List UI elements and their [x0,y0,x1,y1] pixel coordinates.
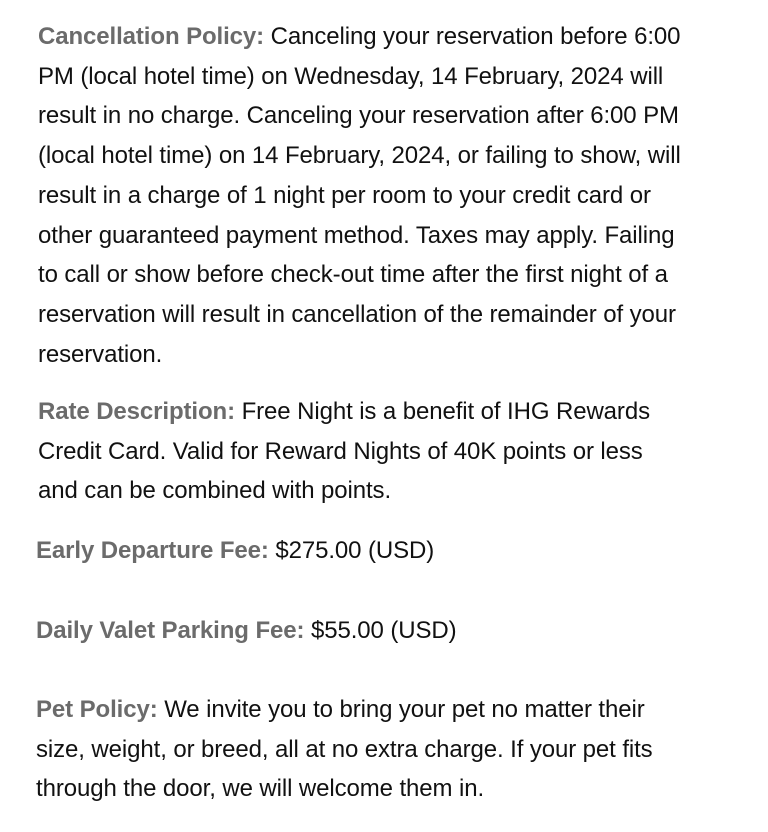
cancellation-policy-line-8: reservation will result in cancellation of the remainder of your [38,300,676,328]
pet-policy-line-2: size, weight, or breed, all at no extra charge. If your pet fits [36,735,653,763]
cancellation-policy-label: Cancellation Policy: [38,23,265,50]
daily-valet-parking-fee-label: Daily Valet Parking Fee: [36,617,305,644]
pet-policy-line-1: We invite you to bring your pet no matter their [164,696,645,723]
pet-policy-line-3: through the door, we will welcome them in. [36,775,485,803]
daily-valet-parking-fee-value: $55.00 (USD) [310,617,457,644]
early-departure-fee [36,531,434,571]
cancellation-policy [38,17,681,374]
rate-description-line-2: Credit Card. Valid for Reward Nights of 40K points or less [38,437,643,465]
cancellation-policy-line-4: (local hotel time) on 14 February, 2024, or failing to show, will [38,142,681,170]
early-departure-fee-value: $275.00 (USD) [275,537,435,564]
cancellation-policy-line-5: result in a charge of 1 night per room to your credit card or [38,181,651,209]
pet-policy [36,690,653,809]
cancellation-policy-line-3: result in no charge. Canceling your reservation after 6:00 PM [38,102,679,130]
cancellation-policy-line-6: other guaranteed payment method. Taxes may apply. Failing [38,221,675,249]
cancellation-policy-line-7: to call or show before check-out time after the first night of a [38,261,668,289]
rate-description-line-1: Free Night is a benefit of IHG Rewards [241,398,650,425]
early-departure-fee-label: Early Departure Fee: [36,537,269,564]
rate-description [38,392,650,511]
cancellation-policy-line-2: PM (local hotel time) on Wednesday, 14 February, 2024 will [38,62,664,90]
daily-valet-parking-fee [36,611,457,651]
cancellation-policy-line-9: reservation. [38,340,163,368]
rate-description-line-3: and can be combined with points. [38,477,392,505]
cancellation-policy-line-1: Canceling your reservation before 6:00 [270,23,681,50]
pet-policy-label: Pet Policy: [36,696,158,723]
rate-description-label: Rate Description: [38,398,236,425]
